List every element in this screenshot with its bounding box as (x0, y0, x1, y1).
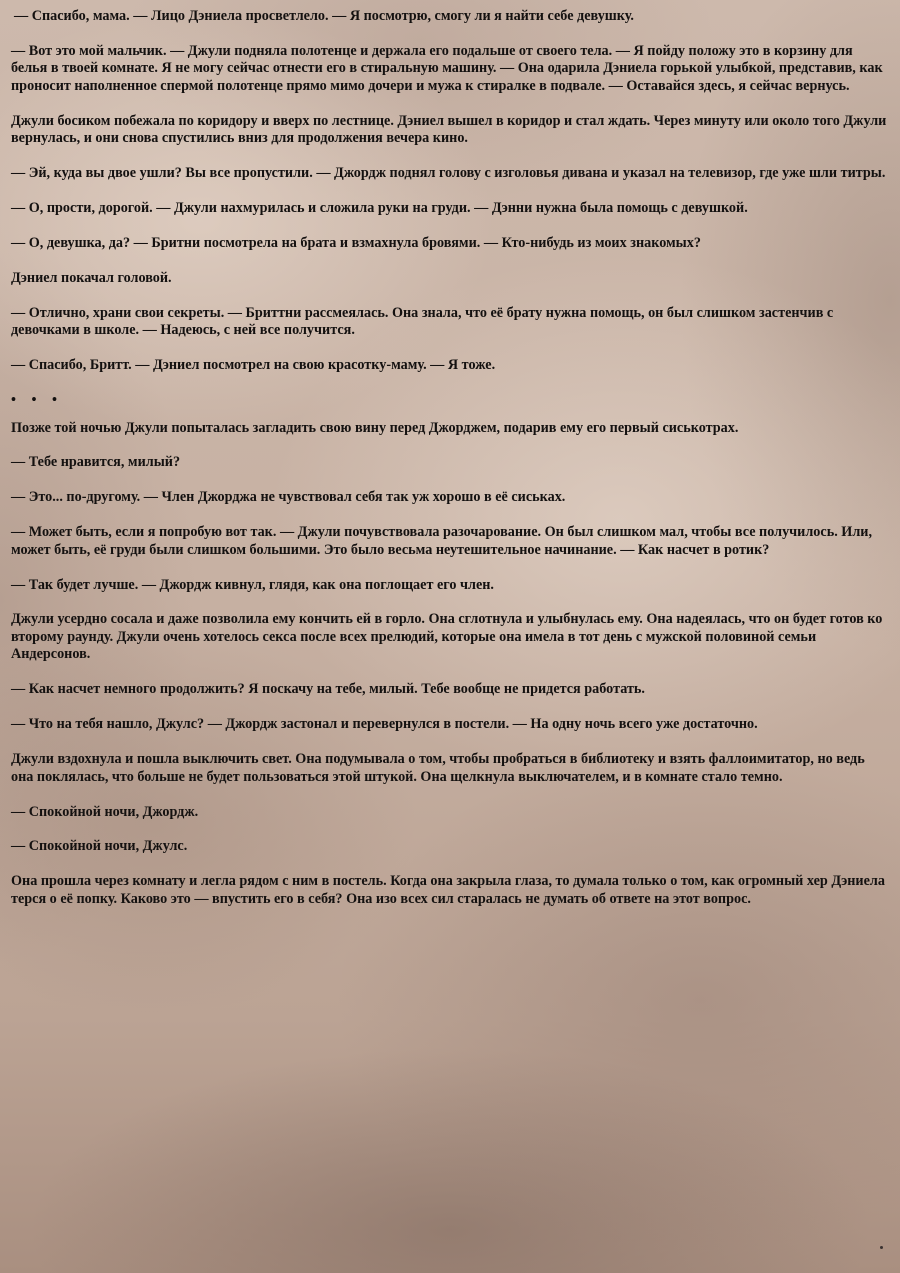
document-body (11, 8, 887, 926)
paragraph: — О, прости, дорогой. — Джули нахмурилась и сложила руки на груди. — Дэнни нужна была помощь с девушкой. (11, 200, 748, 217)
paragraph: Джули босиком побежала по коридору и вверх по лестнице. Дэниел вышел в коридор и стал ждать. Через минуту или около того Джули вернулась, и они снова спустились вниз для продолжения вечера кино. (11, 112, 887, 147)
paragraph: — Спокойной ночи, Джулс. (11, 838, 188, 855)
scene-separator: • • • (11, 392, 63, 409)
paragraph: Джули вздохнула и пошла выключить свет. Она подумывала о том, чтобы пробраться в библиотеку и взять фаллоимитатор, но ведь она поклялась, что больше не будет пользоваться этой штукой. Она щелкнула выключателем, и в комнате стало темно. (11, 751, 865, 785)
paragraph: — Что на тебя нашло, Джулс? — Джордж застонал и перевернулся в постели. — На одну ночь всего уже достаточно. (11, 716, 758, 733)
paragraph: — Вот это мой мальчик. — Джули подняла полотенце и держала его подальше от своего тела. — Я пойду положу это в корзину для белья в твоей комнате. Я не могу сейчас отнести его в стиральную машину. — Она одарила Дэниела горькой улыбкой, представив, как проносит наполненное спермой полотенце прямо мимо дочери и мужа к стиралке в подвале. — Оставайся здесь, я сейчас вернусь. (11, 42, 883, 94)
paragraph: — Спокойной ночи, Джордж. (11, 803, 199, 820)
paragraph: Джули усердно сосала и даже позволила ему кончить ей в горло. Она сглотнула и улыбнулась ему. Она надеялась, что он будет готов ко второму раунду. Джули очень хотелось секса после всех прелюдий, которые она имела в тот день с мужской половиной семьи Андерсонов. (11, 611, 883, 663)
paragraph: — Спасибо, мама. — Лицо Дэниела просветлело. — Я посмотрю, смогу ли я найти себе девушку. (14, 8, 634, 24)
paragraph: Позже той ночью Джули попыталась загладить свою вину перед Джорджем, подарив ему его первый сиськотрах. (11, 419, 739, 436)
paragraph: — Как насчет немного продолжить? Я поскачу на тебе, милый. Тебе вообще не придется работать. (11, 681, 645, 698)
paragraph: Дэниел покачал головой. (11, 269, 172, 286)
paragraph: — О, девушка, да? — Бритни посмотрела на брата и взмахнула бровями. — Кто-нибудь из моих знакомых? (11, 234, 701, 251)
paragraph: Она прошла через комнату и легла рядом с ним в постель. Когда она закрыла глаза, то думала только о том, как огромный хер Дэниела терся о её попку. Каково это — впустить его в себя? Она изо всех сил старалась не думать об ответе на этот вопрос. (11, 873, 885, 907)
paragraph: — Это... по-другому. — Член Джорджа не чувствовал себя так уж хорошо в её сиськах. (11, 489, 566, 506)
paragraph: — Спасибо, Бритт. — Дэниел посмотрел на свою красотку-маму. — Я тоже. (11, 357, 496, 374)
paragraph: — Эй, куда вы двое ушли? Вы все пропустили. — Джордж поднял голову с изголовья дивана и указал на телевизор, где уже шли титры. (11, 165, 886, 182)
paragraph: — Отлично, храни свои секреты. — Бриттни рассмеялась. Она знала, что её брату нужна помощь, он был слишком застенчив с девочками в школе. — Надеюсь, с ней все получится. (11, 304, 834, 339)
corner-dot (880, 1246, 883, 1249)
paragraph: — Может быть, если я попробую вот так. — Джули почувствовала разочарование. Он был слишком мал, чтобы все получилось. Или, может быть, её груди были слишком большими. Это было весьма неутешительное начинание. — Как насчет в ротик? (11, 524, 873, 558)
paragraph: — Так будет лучше. — Джордж кивнул, глядя, как она поглощает его член. (11, 576, 494, 593)
paragraph: — Тебе нравится, милый? (11, 454, 181, 471)
